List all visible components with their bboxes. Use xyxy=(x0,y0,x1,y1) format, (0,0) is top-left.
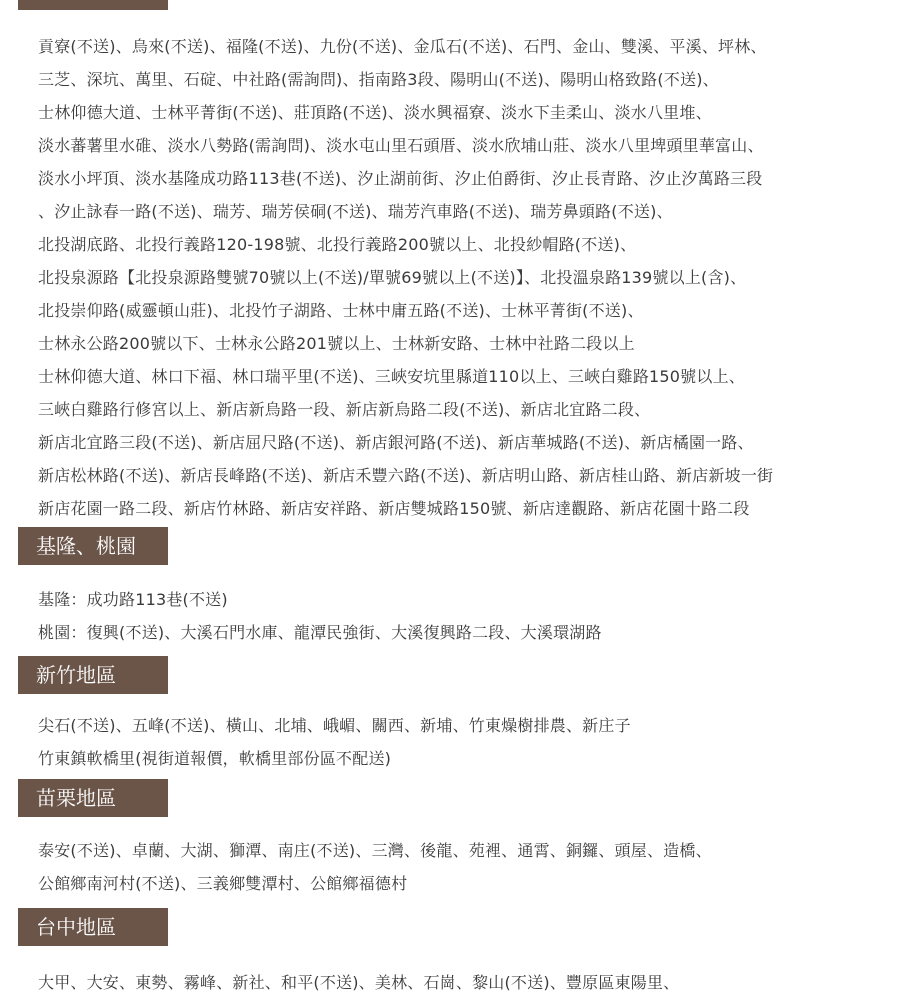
section-header-miaoli: 苗栗地區 xyxy=(18,779,168,817)
area-line: 泰安(不送)、卓蘭、大湖、獅潭、南庄(不送)、三灣、後龍、苑裡、通霄、銅鑼、頭屋、造橋、 xyxy=(38,841,712,860)
area-line: 新店花園一路二段、新店竹林路、新店安祥路、新店雙城路150號、新店達觀路、新店花園十路二段 xyxy=(38,499,750,518)
area-line: 新店北宜路三段(不送)、新店屈尺路(不送)、新店銀河路(不送)、新店華城路(不送)、新店橘園一路、 xyxy=(38,433,754,452)
area-line: 北投湖底路、北投行義路120-198號、北投行義路200號以上、北投紗帽路(不送)、 xyxy=(38,235,637,254)
area-line: 桃園：復興(不送)、大溪石門水庫、龍潭民強街、大溪復興路二段、大溪環湖路 xyxy=(38,623,602,642)
area-line: 三芝、深坑、萬里、石碇、中社路(需詢問)、指南路3段、陽明山(不送)、陽明山格致路(不送)、 xyxy=(38,70,719,89)
area-line: 貢寮(不送)、烏來(不送)、福隆(不送)、九份(不送)、金瓜石(不送)、石門、金山、雙溪、平溪、坪林、 xyxy=(38,37,767,56)
miaoli-area-list xyxy=(38,834,888,900)
area-line: 北投泉源路【北投泉源路雙號70號以上(不送)/單號69號以上(不送)】、北投溫泉路139號以上(含)、 xyxy=(38,268,747,287)
area-line: 淡水蕃薯里水碓、淡水八勢路(需詢問)、淡水屯山里石頭厝、淡水欣埔山莊、淡水八里埤頭里華富山、 xyxy=(38,136,764,155)
area-line: 淡水小坪頂、淡水基隆成功路113巷(不送)、汐止湖前街、汐止伯爵街、汐止長青路、汐止汐萬路三段 xyxy=(38,169,763,188)
area-line: 新店松林路(不送)、新店長峰路(不送)、新店禾豐六路(不送)、新店明山路、新店桂山路、新店新坡一街 xyxy=(38,466,774,485)
area-line: 、汐止詠春一路(不送)、瑞芳、瑞芳侯硐(不送)、瑞芳汽車路(不送)、瑞芳鼻頭路(不送)、 xyxy=(38,202,673,221)
area-line: 士林仰德大道、士林平菁街(不送)、莊頂路(不送)、淡水興福寮、淡水下圭柔山、淡水八里堆、 xyxy=(38,103,712,122)
section-header-keelung-taoyuan: 基隆、桃園 xyxy=(18,527,168,565)
keelung-taoyuan-area-list xyxy=(38,583,888,649)
taipei-area-list xyxy=(38,30,888,525)
area-line: 士林永公路200號以下、士林永公路201號以上、士林新安路、士林中社路二段以上 xyxy=(38,334,635,353)
area-line: 基隆：成功路113巷(不送) xyxy=(38,590,228,609)
previous-section-header xyxy=(18,0,168,10)
section-header-hsinchu: 新竹地區 xyxy=(18,656,168,694)
area-line: 竹東鎮軟橋里(視街道報價，軟橋里部份區不配送) xyxy=(38,749,392,768)
area-line: 尖石(不送)、五峰(不送)、橫山、北埔、峨嵋、關西、新埔、竹東燥樹排農、新庄子 xyxy=(38,716,631,735)
area-line: 北投崇仰路(威靈頓山莊)、北投竹子湖路、士林中庸五路(不送)、士林平菁街(不送)、 xyxy=(38,301,644,320)
section-header-taichung: 台中地區 xyxy=(18,908,168,946)
area-line: 大甲、大安、東勢、霧峰、新社、和平(不送)、美林、石崗、黎山(不送)、豐原區東陽里、 xyxy=(38,973,680,992)
area-line: 公館鄉南河村(不送)、三義鄉雙潭村、公館鄉福德村 xyxy=(38,874,408,893)
taichung-area-list xyxy=(38,966,888,999)
area-line: 士林仰德大道、林口下福、林口瑞平里(不送)、三峽安坑里縣道110以上、三峽白雞路150號以上、 xyxy=(38,367,745,386)
hsinchu-area-list xyxy=(38,709,888,775)
area-line: 三峽白雞路行修宮以上、新店新烏路一段、新店新烏路二段(不送)、新店北宜路二段、 xyxy=(38,400,651,419)
